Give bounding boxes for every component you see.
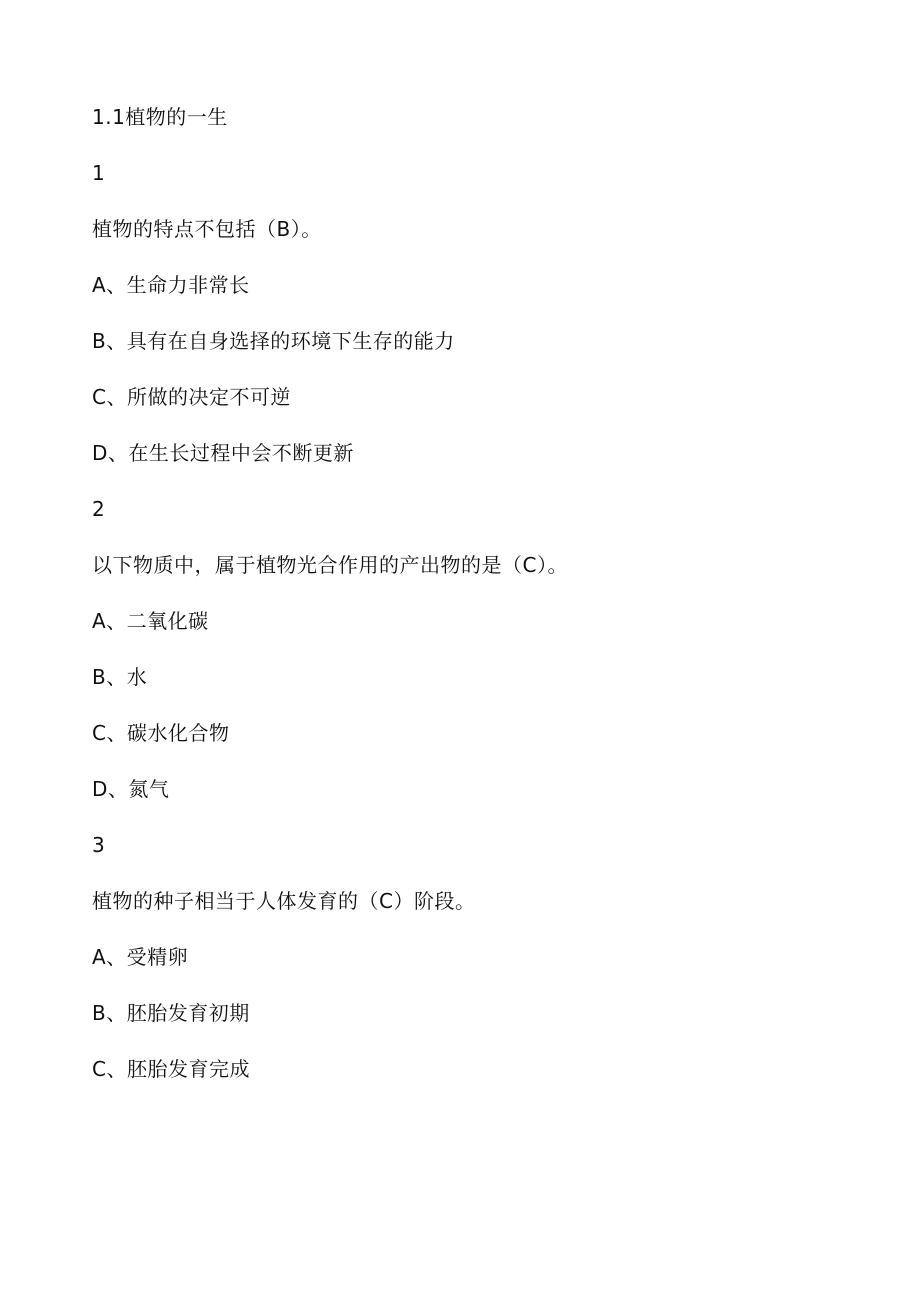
- option-item: D、在生长过程中会不断更新: [92, 441, 354, 465]
- question-number: 3: [92, 833, 106, 857]
- option-item: B、具有在自身选择的环境下生存的能力: [92, 329, 455, 353]
- question-text: 植物的种子相当于人体发育的（C）阶段。: [92, 889, 476, 913]
- section-title: 1.1植物的一生: [92, 105, 228, 129]
- option-item: C、胚胎发育完成: [92, 1057, 250, 1081]
- option-item: A、受精卵: [92, 945, 189, 969]
- question-text: 植物的特点不包括（B）。: [92, 217, 322, 241]
- option-item: B、水: [92, 665, 148, 689]
- option-item: C、碳水化合物: [92, 721, 230, 745]
- option-item: D、氮气: [92, 777, 170, 801]
- option-item: A、生命力非常长: [92, 273, 250, 297]
- question-number: 2: [92, 497, 106, 521]
- question-text: 以下物质中，属于植物光合作用的产出物的是（C）。: [92, 553, 568, 577]
- option-item: A、二氧化碳: [92, 609, 209, 633]
- option-item: C、所做的决定不可逆: [92, 385, 291, 409]
- option-item: B、胚胎发育初期: [92, 1001, 250, 1025]
- question-number: 1: [92, 161, 106, 185]
